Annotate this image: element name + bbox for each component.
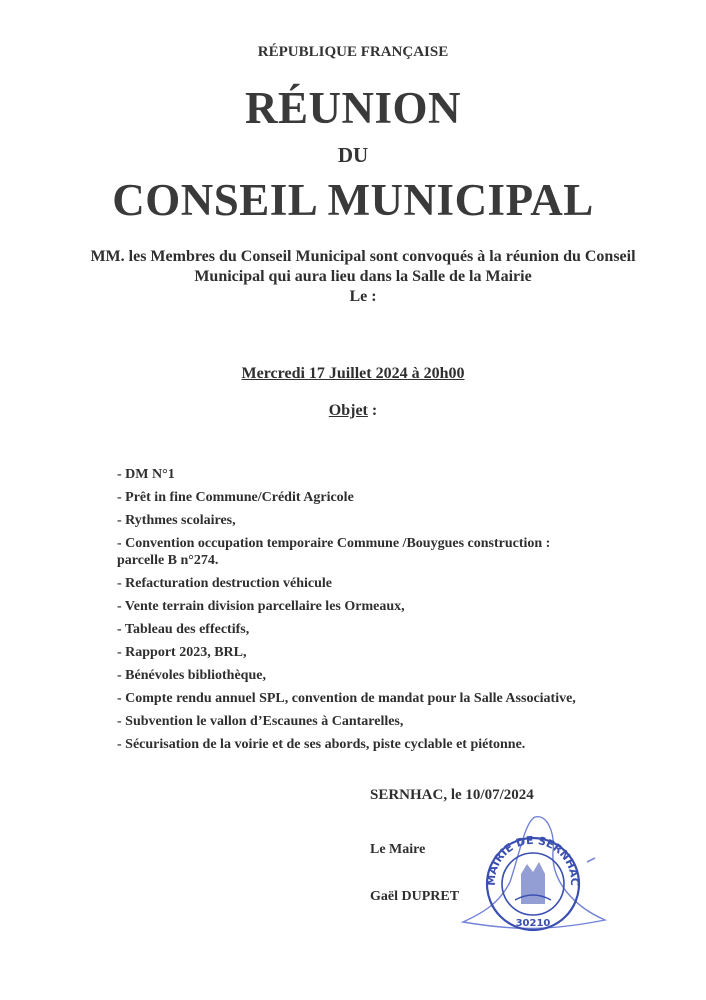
agenda-list — [117, 466, 587, 759]
agenda-item: - DM N°1 — [117, 467, 175, 482]
title-du: DU — [337, 143, 369, 167]
agenda-item: - Prêt in fine Commune/Crédit Agricole — [117, 490, 354, 505]
objet-colon: : — [367, 402, 378, 419]
convocation-line-1: MM. les Membres du Conseil Municipal sont convoqués à la réunion du Conseil — [90, 248, 636, 265]
stamp-emblem — [521, 862, 545, 904]
stamp-code: 30210 — [515, 918, 551, 929]
signer-role: Le Maire — [370, 842, 426, 857]
republique-header: RÉPUBLIQUE FRANÇAISE — [257, 44, 449, 60]
agenda-item: - Convention occupation temporaire Commune /Bouygues construction : parcelle B n°274. — [117, 536, 551, 568]
title-conseil-municipal: CONSEIL MUNICIPAL — [112, 175, 594, 225]
objet-label: Objet — [328, 402, 368, 419]
title-reunion: RÉUNION — [244, 83, 462, 133]
agenda-item: - Bénévoles bibliothèque, — [117, 668, 266, 683]
signer-name: Gaël DUPRET — [370, 889, 460, 904]
objet-heading — [0, 402, 706, 420]
convocation-line-3: Le : — [349, 288, 377, 305]
agenda-item: - Refacturation destruction véhicule — [117, 576, 333, 591]
meeting-date: Mercredi 17 Juillet 2024 à 20h00 — [241, 365, 465, 382]
mairie-stamp-and-signature — [455, 812, 615, 942]
signature-tick — [587, 858, 595, 862]
agenda-item: - Rythmes scolaires, — [117, 513, 236, 528]
agenda-item: - Subvention le vallon d’Escaunes à Cantarelles, — [117, 714, 404, 729]
stamp-text: MAIRIE DE SERNHAC — [484, 833, 582, 887]
convocation-text — [60, 247, 666, 307]
place-and-date: SERNHAC, le 10/07/2024 — [370, 787, 534, 803]
agenda-item: - Compte rendu annuel SPL, convention de mandat pour la Salle Associative, — [117, 691, 576, 706]
agenda-item: - Rapport 2023, BRL, — [117, 645, 247, 660]
agenda-item: - Sécurisation de la voirie et de ses abords, piste cyclable et piétonne. — [117, 737, 526, 752]
agenda-item: - Tableau des effectifs, — [117, 622, 250, 637]
convocation-line-2: Municipal qui aura lieu dans la Salle de la Mairie — [194, 268, 532, 285]
agenda-item: - Vente terrain division parcellaire les Ormeaux, — [117, 599, 405, 614]
